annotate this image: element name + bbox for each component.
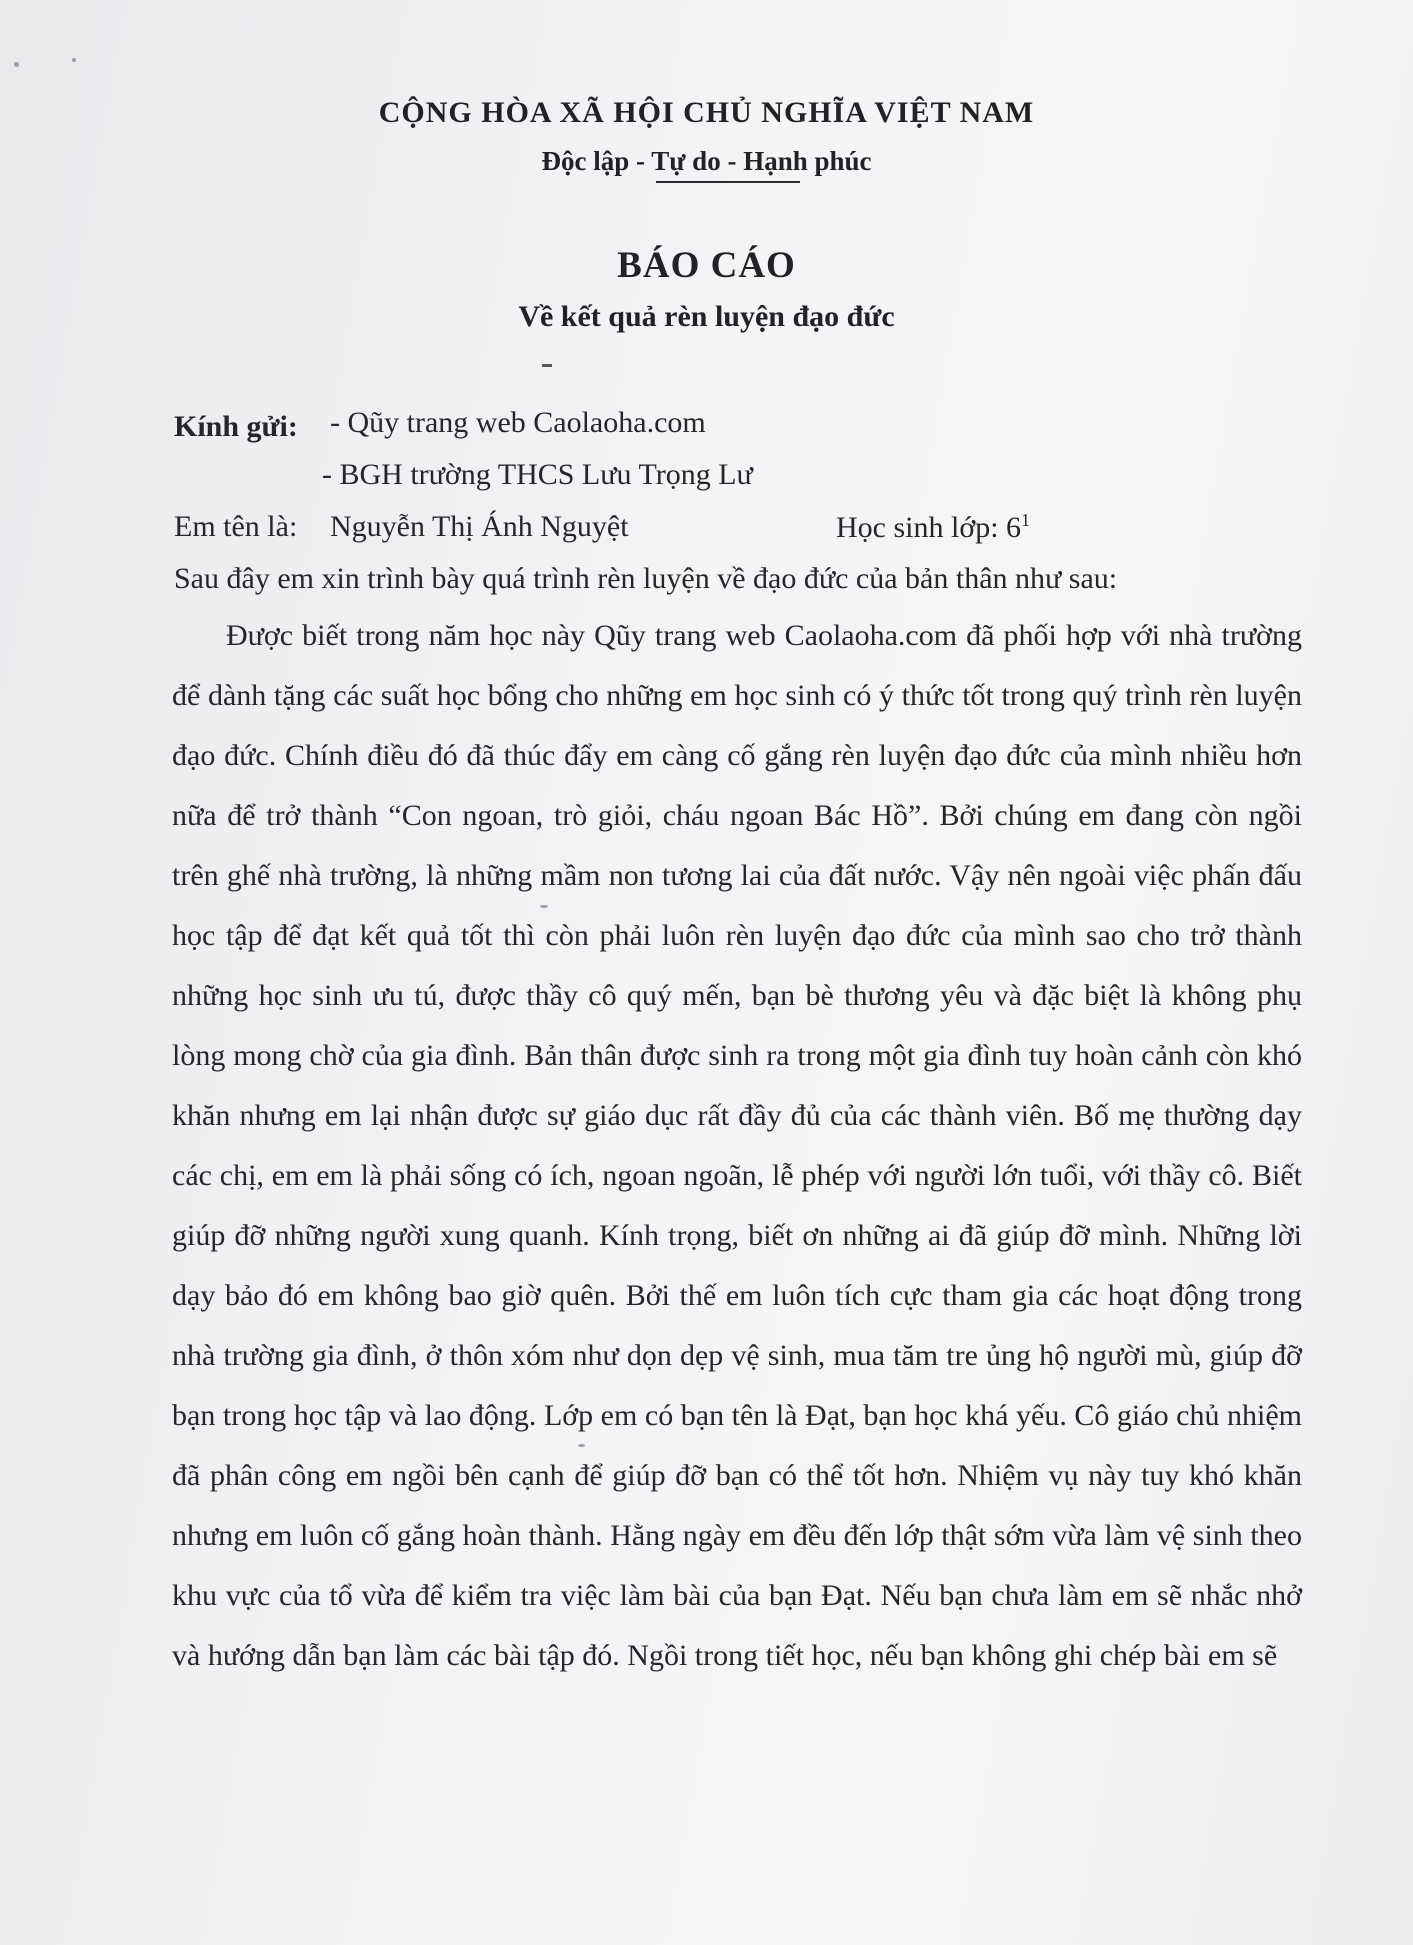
separator-mark [542,364,552,367]
student-name-label: Em tên là: [174,510,298,543]
recipient-label: Kính gửi: [174,410,298,443]
student-name: Nguyễn Thị Ánh Nguyệt [330,510,629,543]
intro-line: Sau đây em xin trình bày quá trình rèn luyện về đạo đức của bản thân như sau: [174,562,1118,595]
paper-speck [540,905,548,908]
paper-speck [14,62,19,67]
recipient-item: - BGH trường THCS Lưu Trọng Lư [322,458,753,491]
paper-speck [578,1444,585,1447]
document-subtitle: Về kết quả rèn luyện đạo đức [518,300,895,333]
body-paragraph: Được biết trong năm học này Qũy trang web Caolaoha.com đã phối hợp với nhà trường để dành tặng các suất học bổng cho những em học sinh có ý thức tốt trong quý trình rèn luyện đạo đức. Chính điều đó đã thúc đẩy em càng cố gắng rèn luyện đạo đức của mình nhiều hơn nữa để trở thành “Con ngoan, trò giỏi, cháu ngoan Bác Hồ”. Bởi chúng em đang còn ngồi trên ghế nhà trường, là những mầm non tương lai của đất nước. Vậy nên ngoài việc phấn đấu học tập để đạt kết quả tốt thì còn phải luôn rèn luyện đạo đức của mình sao cho trở thành những học sinh ưu tú, được thầy cô quý mến, bạn bè thương yêu và đặc biệt là không phụ lòng mong chờ của gia đình. Bản thân được sinh ra trong một gia đình tuy hoàn cảnh còn khó khăn nhưng em lại nhận được sự giáo dục rất đầy đủ của các thành viên. Bố mẹ thường dạy các chị, em em là phải sống có ích, ngoan ngoãn, lễ phép với người lớn tuổi, với thầy cô. Biết giúp đỡ những người xung quanh. Kính trọng, biết ơn những ai đã giúp đỡ mình. Những lời dạy bảo đó em không bao giờ quên. Bởi thế em luôn tích cực tham gia các hoạt động trong nhà trường gia đình, ở thôn xóm như dọn dẹp vệ sinh, mua tăm tre ủng hộ người mù, giúp đỡ bạn trong học tập và lao động. Lớp em có bạn tên là Đạt, bạn học khá yếu. Cô giáo chủ nhiệm đã phân công em ngồi bên cạnh để giúp đỡ bạn có thể tốt hơn. Nhiệm vụ này tuy khó khăn nhưng em luôn cố gắng hoàn thành. Hằng ngày em đều đến lớp thật sớm vừa làm vệ sinh theo khu vực của tổ vừa để kiểm tra việc làm bài của bạn Đạt. Nếu bạn chưa làm em sẽ nhắc nhở và hướng dẫn bạn làm các bài tập đó. Ngồi trong tiết học, nếu bạn không ghi chép bài em sẽ [172,619,1302,1672]
student-class-superscript: 1 [1021,510,1031,530]
paper-speck [72,58,76,62]
national-title: CỘNG HÒA XÃ HỘI CHỦ NGHĨA VIỆT NAM [378,96,1035,129]
report-body [172,606,1302,1686]
student-class-label: Học sinh lớp: [836,511,999,544]
student-class [836,510,1030,545]
national-motto: Độc lập - Tự do - Hạnh phúc [541,146,872,176]
motto-underline [656,181,800,183]
student-class-number: 6 [1006,511,1022,544]
recipient-item: - Qũy trang web Caolaoha.com [330,406,706,439]
document-title: BÁO CÁO [617,245,796,286]
